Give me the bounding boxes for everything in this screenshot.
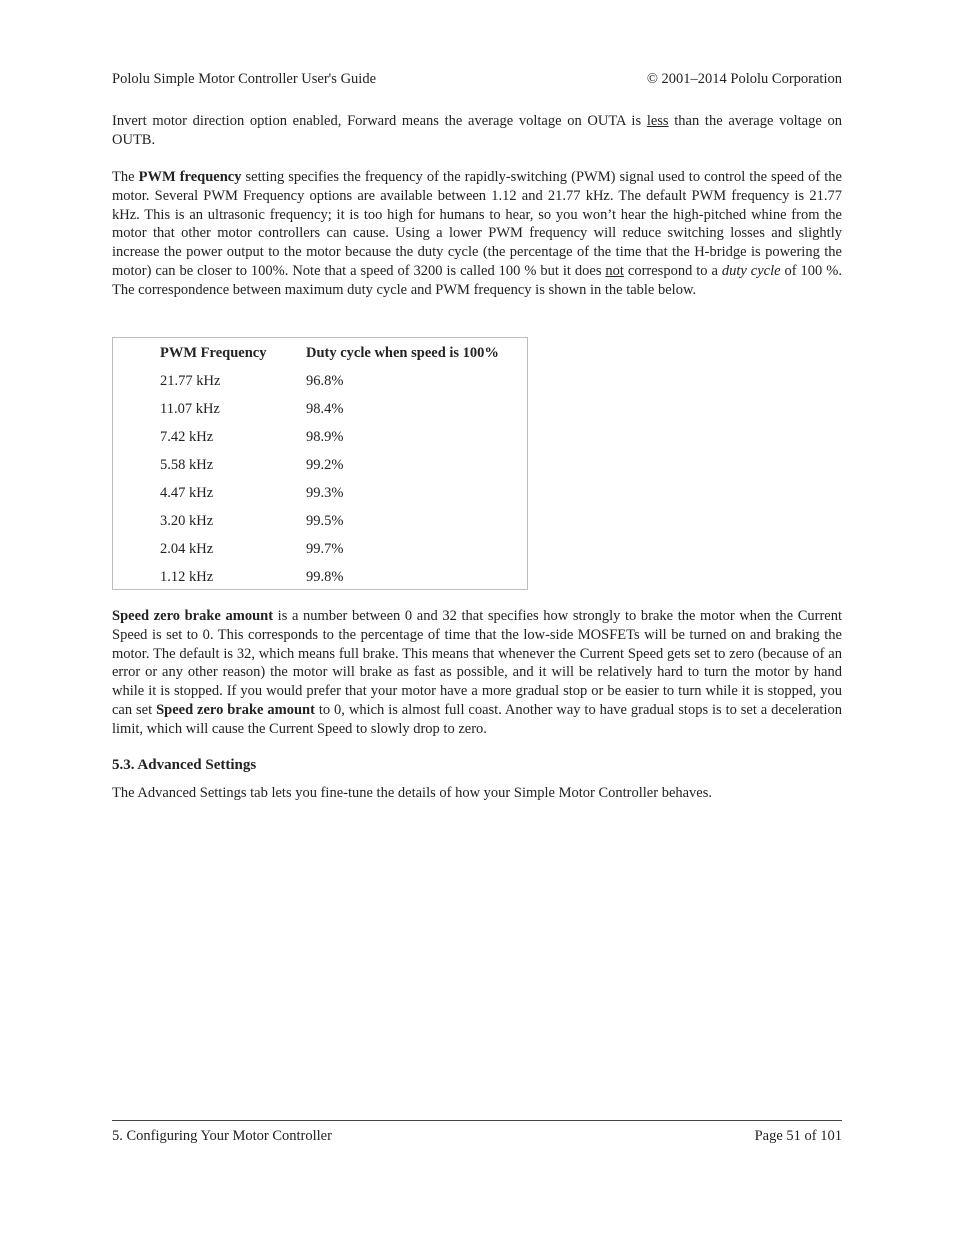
table-cell-frequency: 2.04 kHz	[160, 541, 214, 557]
paragraph-invert-direction	[112, 112, 842, 150]
table-cell-duty-cycle: 99.7%	[306, 541, 344, 557]
table-cell-duty-cycle: 99.5%	[306, 513, 344, 529]
table-cell-frequency: 5.58 kHz	[160, 457, 214, 473]
column-header-pwm-frequency: PWM Frequency	[160, 345, 267, 361]
column-header-duty-cycle: Duty cycle when speed is 100%	[306, 345, 499, 361]
bold-term: Speed zero brake amount	[112, 608, 274, 624]
section-heading-advanced-settings: 5.3. Advanced Settings	[112, 757, 257, 773]
footer-divider	[112, 1120, 842, 1121]
table-cell-duty-cycle: 96.8%	[306, 373, 344, 389]
paragraph-advanced-settings	[112, 784, 842, 803]
bold-term: PWM frequency	[138, 169, 242, 185]
table-cell-frequency: 4.47 kHz	[160, 485, 214, 501]
table-cell-frequency: 3.20 kHz	[160, 513, 214, 529]
copyright-notice: © 2001–2014 Pololu Corporation	[646, 71, 842, 87]
document-title: Pololu Simple Motor Controller User's Guide	[112, 71, 377, 87]
paragraph-pwm-frequency	[112, 168, 842, 300]
chapter-title: 5. Configuring Your Motor Controller	[112, 1128, 332, 1144]
table-cell-frequency: 1.12 kHz	[160, 569, 214, 585]
italic-term: duty cycle	[721, 262, 781, 279]
text-run: setting specifies the frequency of the rapidly-switching (PWM) signal used to control the speed of the motor. Several PWM Frequency options are available between 1.12 and 21.77 kHz. The default PWM frequency is 21.77 kHz. This is an ultrasonic frequency; it is too high for humans to hear, so you won’t hear the high-pitched whine from the motor that other motor controllers can cause. Using a lower PWM frequency will reduce switching losses and slightly increase the power output to the motor because the duty cycle (the percentage of the time that the H-bridge is powering the motor) can be closer to 100%. Note that a speed of 3200 is called 100 % but it does	[112, 169, 842, 279]
table-cell-frequency: 11.07 kHz	[160, 401, 220, 417]
text-run: The Advanced Settings tab lets you fine-tune the details of how your Simple Motor Controller behaves.	[112, 785, 713, 801]
underlined-word: less	[646, 113, 669, 129]
text-run: than the average voltage on OUTB.	[112, 113, 842, 148]
text-run: Invert motor direction option enabled, Forward means the average voltage on OUTA is	[112, 113, 647, 129]
page-number: Page 51 of 101	[754, 1128, 842, 1144]
text-run: The	[112, 169, 139, 185]
pwm-duty-cycle-table	[112, 337, 528, 590]
table-cell-duty-cycle: 98.9%	[306, 429, 344, 445]
table-cell-duty-cycle: 99.2%	[306, 457, 344, 473]
underlined-word: not	[605, 262, 624, 279]
text-run: of 100 %. The correspondence between maximum duty cycle and PWM frequency is shown in the table below.	[112, 262, 842, 298]
table-cell-duty-cycle: 99.3%	[306, 485, 344, 501]
table-cell-frequency: 21.77 kHz	[160, 373, 221, 389]
table-cell-duty-cycle: 98.4%	[306, 401, 344, 417]
table-cell-frequency: 7.42 kHz	[160, 429, 214, 445]
bold-term: Speed zero brake amount	[156, 701, 315, 718]
paragraph-speed-zero-brake	[112, 607, 842, 739]
text-run: is a number between 0 and 32 that specifies how strongly to brake the motor when the Current Speed is set to 0. This corresponds to the percentage of time that the low-side MOSFETs will be turned on and braking the motor. The default is 32, which means full brake. This means that whenever the Current Speed gets set to zero (because of an error or any other reason) the motor will brake as fast as possible, and it will be relatively hard to turn the motor by hand while it is stopped. If you would prefer that your motor have a more gradual stop or be easier to turn while it is stopped, you can set	[112, 608, 842, 718]
text-run: correspond to a	[623, 262, 722, 279]
text-run: to 0, which is almost full coast. Another way to have gradual stops is to set a deceleration limit, which will cause the Current Speed to slowly drop to zero.	[112, 701, 842, 737]
table-cell-duty-cycle: 99.8%	[306, 569, 344, 585]
